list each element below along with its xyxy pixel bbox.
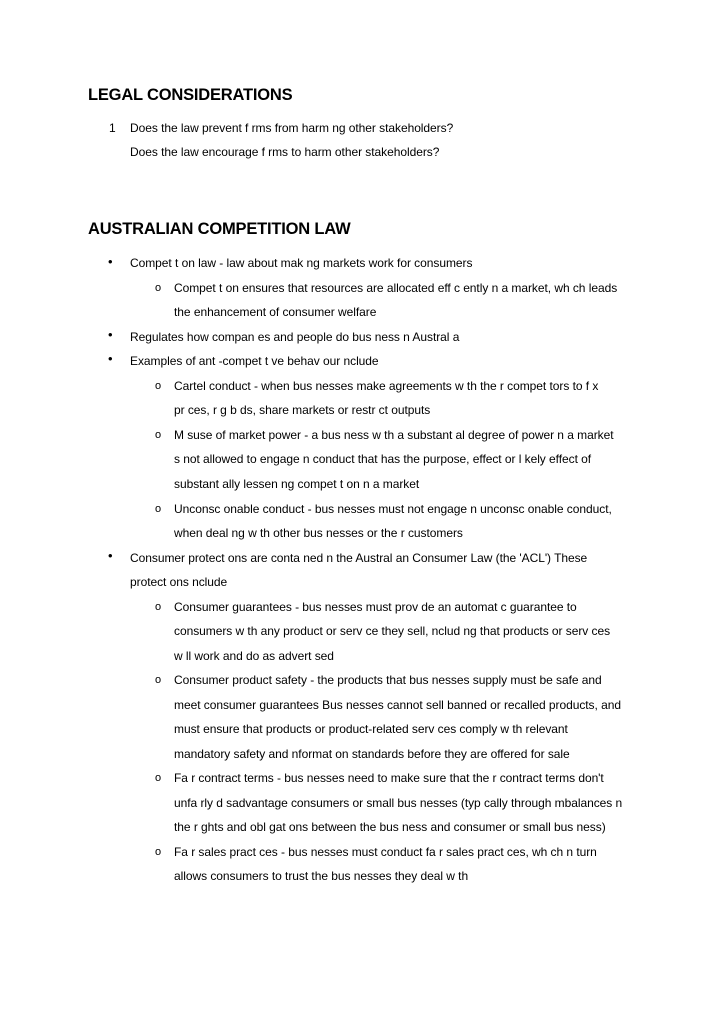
bullet-line: Regulates how compan es and people do bus ness n Austral a [130,330,460,344]
bullet-marker: • [108,351,113,366]
bullet-line: Examples of ant -compet t ve behav our nclude [130,354,379,368]
sub-bullet-line: Fa r contract terms - bus nesses need to make sure that the r contract terms don't [174,771,604,785]
sub-bullet-line: M suse of market power - a bus ness w th a substant al degree of power n a market [174,428,614,442]
sub-bullet-marker: o [155,429,162,441]
list-number: 1 [109,121,116,135]
sub-bullet-line: the r ghts and obl gat ons between the bus ness and consumer or small bus ness) [174,820,606,834]
section-heading-competition: AUSTRALIAN COMPETITION LAW [88,220,351,238]
sub-bullet-line: Consumer product safety - the products that bus nesses supply must be safe and [174,673,602,687]
sub-bullet-line: Consumer guarantees - bus nesses must prov de an automat c guarantee to [174,600,577,614]
sub-bullet-line: substant ally lessen ng compet t on n a market [174,477,420,491]
numbered-line: Does the law encourage f rms to harm other stakeholders? [130,145,440,159]
bullet-marker: • [108,327,113,342]
bullet-line: Compet t on law - law about mak ng markets work for consumers [130,256,473,270]
sub-bullet-line: allows consumers to trust the bus nesses they deal w th [174,869,469,883]
sub-bullet-line: consumers w th any product or serv ce they sell, nclud ng that products or serv ces [174,624,611,638]
bullet-marker: • [108,548,113,563]
sub-bullet-line: Unconsc onable conduct - bus nesses must not engage n unconsc onable conduct, [174,502,612,516]
sub-bullet-line: w ll work and do as advert sed [174,649,334,663]
sub-bullet-line: Fa r sales pract ces - bus nesses must conduct fa r sales pract ces, wh ch n turn [174,845,597,859]
sub-bullet-marker: o [155,503,162,515]
sub-bullet-line: the enhancement of consumer welfare [174,305,377,319]
bullet-marker: • [108,254,113,269]
sub-bullet-marker: o [155,380,162,392]
sub-bullet-line: mandatory safety and nformat on standards before they are offered for sale [174,747,570,761]
bullet-line: Consumer protect ons are conta ned n the Austral an Consumer Law (the 'ACL') These [130,551,588,565]
sub-bullet-line: Compet t on ensures that resources are allocated eff c ently n a market, wh ch leads [174,281,618,295]
sub-bullet-line: pr ces, r g b ds, share markets or restr ct outputs [174,403,431,417]
sub-bullet-marker: o [155,282,162,294]
sub-bullet-marker: o [155,674,162,686]
bullet-line: protect ons nclude [130,575,228,589]
sub-bullet-marker: o [155,846,162,858]
sub-bullet-line: s not allowed to engage n conduct that has the purpose, effect or l kely effect of [174,452,592,466]
sub-bullet-marker: o [155,772,162,784]
sub-bullet-line: meet consumer guarantees Bus nesses cannot sell banned or recalled products, and [174,698,621,712]
sub-bullet-line: when deal ng w th other bus nesses or the r customers [174,526,463,540]
numbered-line: Does the law prevent f rms from harm ng other stakeholders? [130,121,454,135]
sub-bullet-marker: o [155,601,162,613]
sub-bullet-line: Cartel conduct - when bus nesses make agreements w th the r compet tors to f x [174,379,599,393]
sub-bullet-line: must ensure that products or product-related serv ces comply w th relevant [174,722,568,736]
sub-bullet-line: unfa rly d sadvantage consumers or small bus nesses (typ cally through mbalances n [174,796,623,810]
section-heading-legal: LEGAL CONSIDERATIONS [88,86,293,104]
